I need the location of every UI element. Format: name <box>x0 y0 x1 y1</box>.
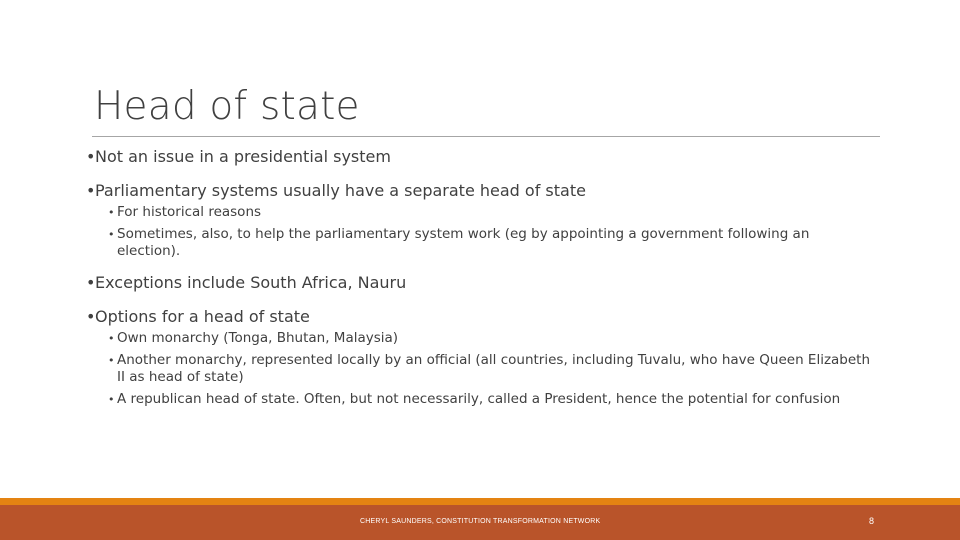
sub-bullet-dot-icon: • <box>108 332 115 345</box>
sub-bullet-text: For historical reasons <box>117 204 262 220</box>
bullet-dot-icon: • <box>86 307 96 326</box>
bullet-item <box>86 146 876 168</box>
sub-bullet-item <box>86 330 876 347</box>
sub-bullet-text: Own monarchy (Tonga, Bhutan, Malaysia) <box>117 330 399 346</box>
sub-bullet-text: A republican head of state. Often, but not necessarily, called a President, hence the potential for confusion <box>117 391 841 407</box>
bullet-text: Parliamentary systems usually have a separate head of state <box>95 181 586 200</box>
slide-title: Head of state <box>94 84 360 129</box>
bullet-dot-icon: • <box>86 273 96 292</box>
sub-bullet-text: Another monarchy, represented locally by an official (all countries, including Tuvalu, who have Queen Elizabeth II as head of state) <box>117 352 871 385</box>
footer-text: CHERYL SAUNDERS, CONSTITUTION TRANSFORMATION NETWORK <box>360 518 601 525</box>
sub-bullet-text: Sometimes, also, to help the parliamentary system work (eg by appointing a government following an election). <box>117 226 810 259</box>
sub-bullet-dot-icon: • <box>108 354 115 367</box>
sub-bullet-item <box>86 204 876 221</box>
sub-bullet-dot-icon: • <box>108 393 115 406</box>
sub-bullet-list <box>86 204 876 260</box>
sub-bullet-list <box>86 330 876 408</box>
bullet-item <box>86 306 876 328</box>
bullet-dot-icon: • <box>86 181 96 200</box>
sub-bullet-item <box>86 226 876 260</box>
title-divider <box>92 136 880 137</box>
sub-bullet-dot-icon: • <box>108 206 115 219</box>
bullet-text: Exceptions include South Africa, Nauru <box>95 273 407 292</box>
footer-accent-stripe <box>0 498 960 505</box>
bullet-content <box>86 146 876 420</box>
sub-bullet-dot-icon: • <box>108 228 115 241</box>
page-number: 8 <box>869 516 875 526</box>
bullet-item <box>86 272 876 294</box>
bullet-text: Not an issue in a presidential system <box>95 147 391 166</box>
bullet-dot-icon: • <box>86 147 96 166</box>
bullet-text: Options for a head of state <box>95 307 310 326</box>
sub-bullet-item <box>86 352 876 386</box>
bullet-item <box>86 180 876 202</box>
sub-bullet-item <box>86 391 876 408</box>
